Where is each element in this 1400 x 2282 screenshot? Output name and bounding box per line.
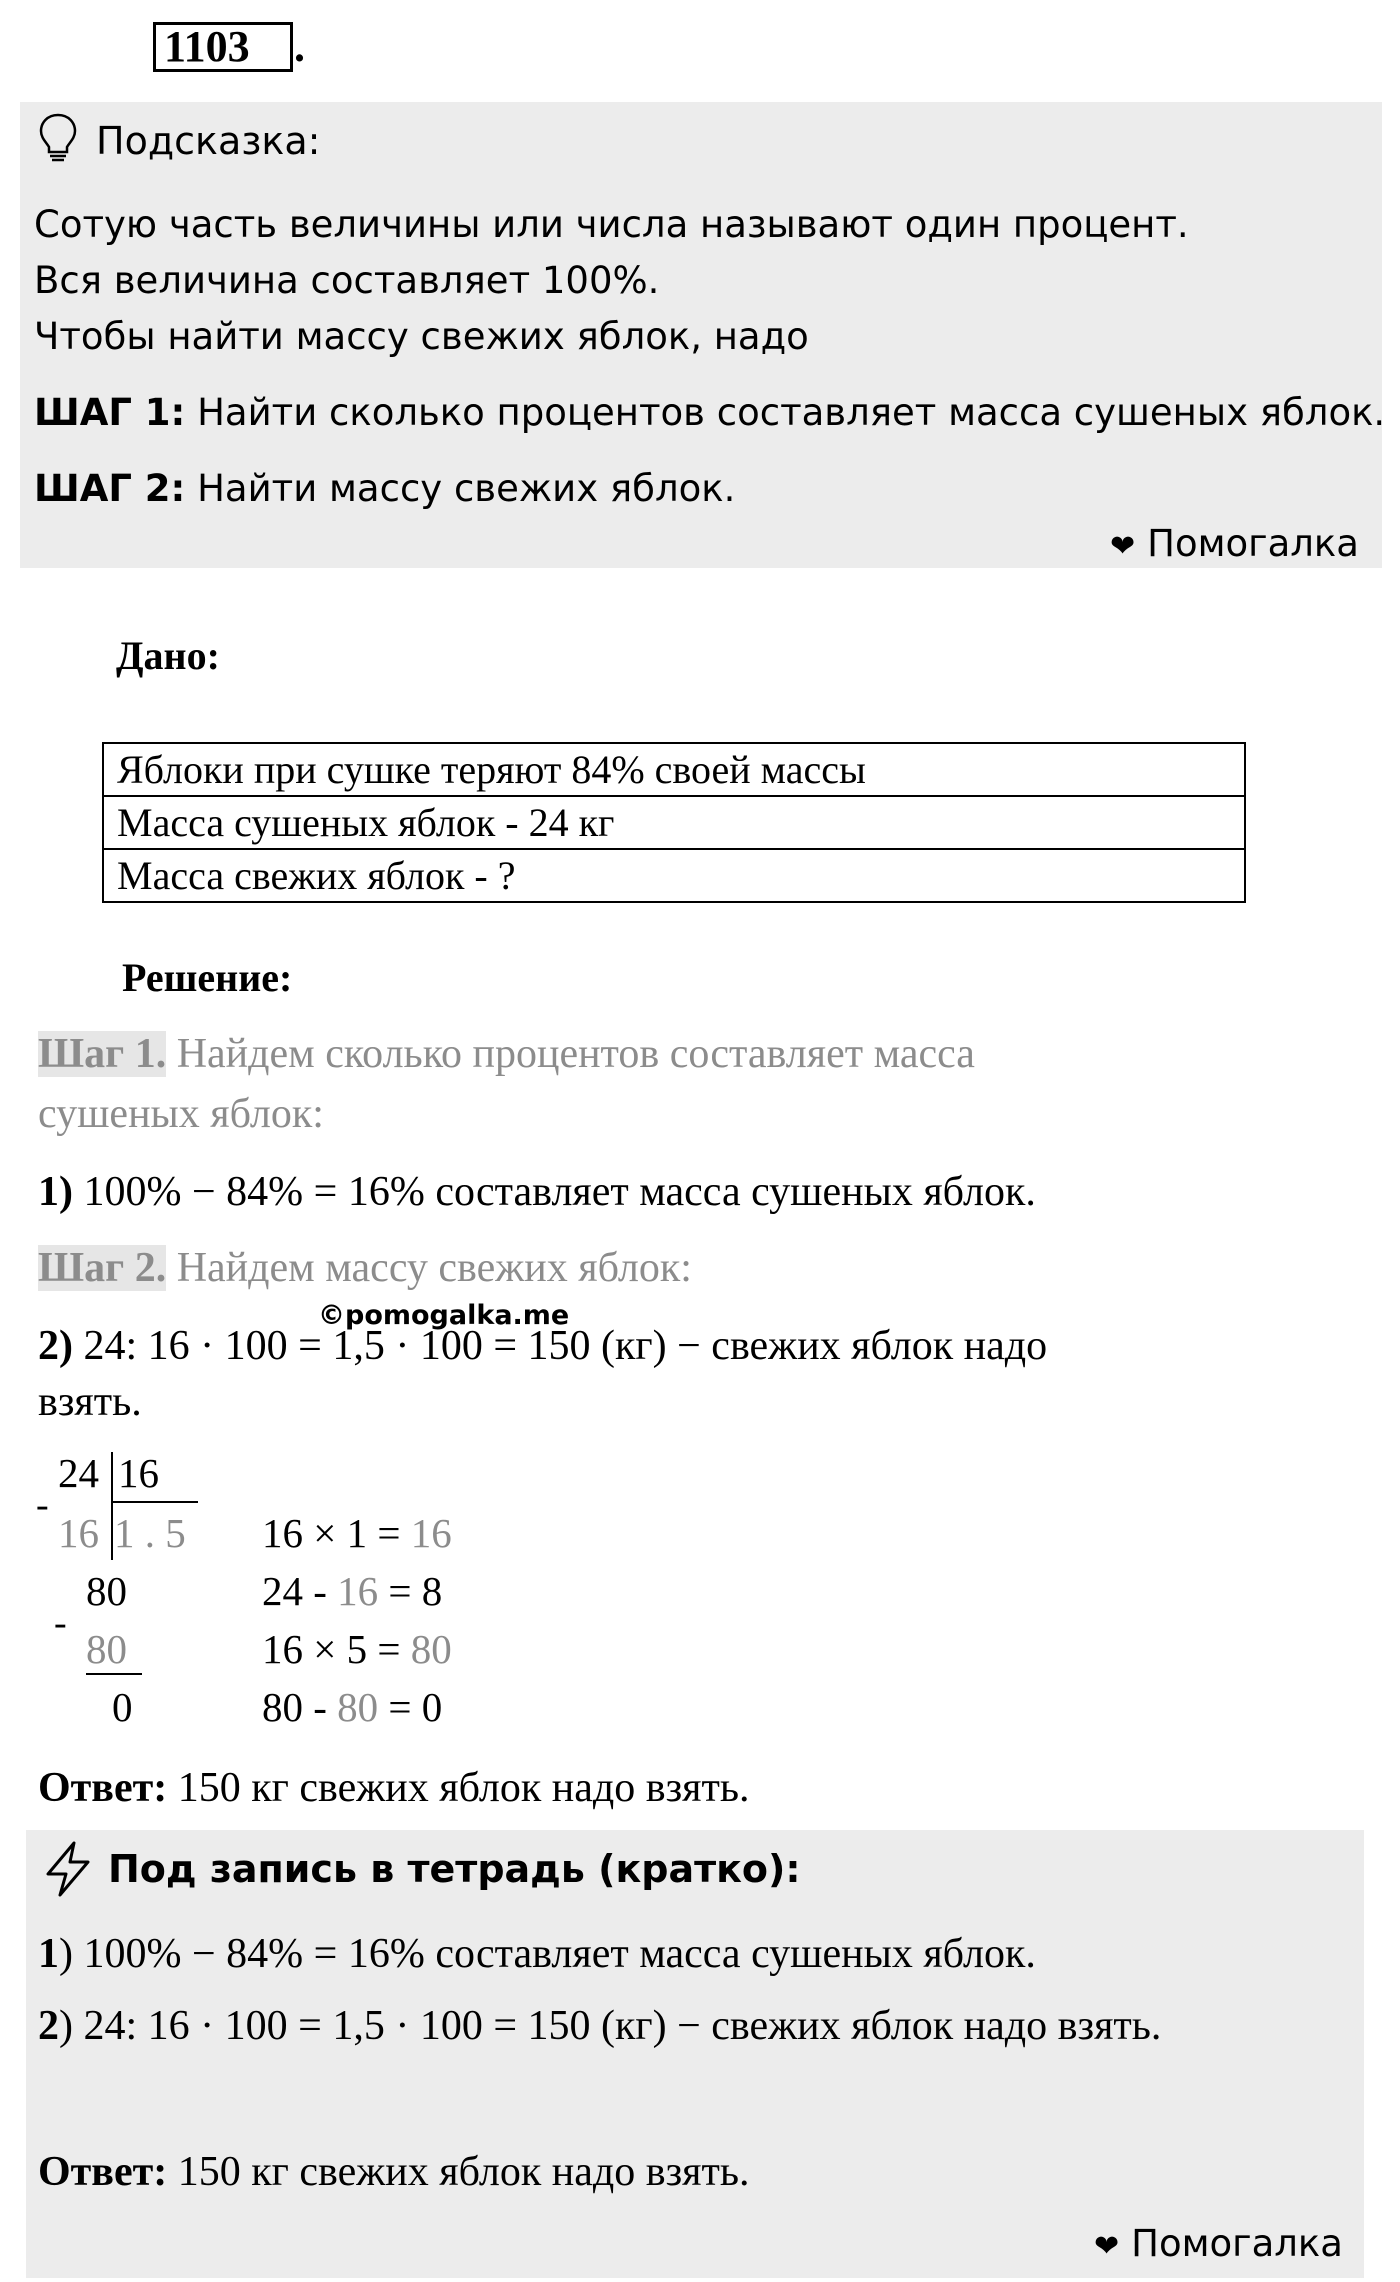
solution-answer: [38, 1760, 750, 1816]
hint-line-3: Чтобы найти массу свежих яблок, надо: [34, 315, 809, 358]
division-divisor: 16: [118, 1450, 159, 1496]
hint-line-1: Сотую часть величины или числа называют один процент.: [34, 203, 1189, 246]
division-remainder-1: 80: [86, 1568, 127, 1614]
division-note-2-a: 24 -: [262, 1568, 338, 1614]
lightning-icon: [42, 1840, 94, 1898]
brief-line-2-label: 2: [38, 2003, 59, 2049]
brief-line-1-text: ) 100% − 84% = 16% составляет масса сушеных яблок.: [59, 1931, 1036, 1977]
brief-title: Под запись в тетрадь (кратко):: [108, 1847, 801, 1891]
given-cell-1: Яблоки при сушке теряют 84% своей массы: [103, 743, 1245, 796]
solution-step-2-text: Найдем массу свежих яблок:: [176, 1245, 692, 1291]
brief-answer: [38, 2144, 750, 2200]
solution-step-1-text-b: сушеных яблок:: [38, 1091, 324, 1137]
division-note-2-c: = 8: [378, 1568, 443, 1614]
brief-line-2: [38, 1998, 1161, 2054]
hint-title: Подсказка:: [96, 119, 321, 163]
brief-brand-label: Помогалка: [1131, 2222, 1343, 2265]
division-note-4-c: = 0: [378, 1684, 443, 1730]
brief-line-2-text: ) 24: 16 · 100 = 1,5 · 100 = 150 (кг) − свежих яблок надо взять.: [59, 2003, 1162, 2049]
division-note-1-b: 16: [410, 1510, 452, 1556]
solution-line-2-text-b: взять.: [38, 1379, 142, 1425]
brief-answer-label: Ответ:: [38, 2149, 168, 2195]
division-note-2-b: 16: [337, 1568, 379, 1614]
division-remainder-2: 0: [112, 1684, 133, 1730]
hint-brand: [1110, 520, 1359, 571]
heart-icon: ❤: [1110, 529, 1136, 564]
solution-step-1-label: Шаг 1.: [38, 1031, 167, 1077]
hint-step-1-label: ШАГ 1:: [34, 391, 186, 434]
division-dividend: 24: [58, 1450, 99, 1496]
hint-step-1-text: Найти сколько процентов составляет масса сушеных яблок.: [197, 391, 1386, 434]
division-note-3-a: 16 × 5 =: [262, 1626, 411, 1672]
heart-icon: ❤: [1094, 2229, 1120, 2264]
hint-brand-label: Помогалка: [1147, 522, 1359, 565]
watermark: ©pomogalka.me: [318, 1300, 570, 1331]
brief-line-1-label: 1: [38, 1931, 59, 1977]
brief-answer-text: 150 кг свежих яблок надо взять.: [177, 2149, 750, 2195]
division-quotient: 1 . 5: [114, 1510, 186, 1556]
division-note-4-a: 80 -: [262, 1684, 338, 1730]
solution-line-2-label: 2): [38, 1323, 73, 1369]
hint-step-2-text: Найти массу свежих яблок.: [197, 467, 736, 510]
division-note-3-b: 80: [410, 1626, 452, 1672]
division-note-4-b: 80: [337, 1684, 379, 1730]
task-number: 1103: [153, 22, 293, 72]
hint-line-2: Вся величина составляет 100%.: [34, 259, 660, 302]
brief-line-1: [38, 1926, 1036, 1982]
division-note-1-a: 16 × 1 =: [262, 1510, 411, 1556]
solution-answer-label: Ответ:: [38, 1765, 168, 1811]
division-sub-2: 80: [86, 1626, 127, 1672]
given-cell-3: Масса свежих яблок - ?: [103, 849, 1245, 902]
task-number-dot: .: [294, 22, 305, 71]
brief-brand: [1094, 2220, 1343, 2271]
solution-title: Решение:: [122, 955, 293, 1000]
solution-line-2-text-a: 24: 16 · 100 = 1,5 · 100 = 150 (кг) − свежих яблок надо: [83, 1323, 1048, 1369]
solution-line-1-label: 1): [38, 1169, 73, 1215]
solution-step-2-label: Шаг 2.: [38, 1245, 167, 1291]
solution-step-1-text-a: Найдем сколько процентов составляет масса: [176, 1031, 975, 1077]
given-cell-2: Масса сушеных яблок - 24 кг: [103, 796, 1245, 849]
solution-line-1-text: 100% − 84% = 16% составляет масса сушеных яблок.: [83, 1169, 1036, 1215]
division-lines: [0, 0, 400, 1740]
solution-answer-text: 150 кг свежих яблок надо взять.: [177, 1765, 750, 1811]
division-minus-1: -: [36, 1484, 49, 1526]
division-minus-2: -: [54, 1602, 67, 1644]
given-title: Дано:: [116, 633, 220, 678]
hint-step-2-label: ШАГ 2:: [34, 467, 186, 510]
division-sub-1: 16: [58, 1510, 99, 1556]
